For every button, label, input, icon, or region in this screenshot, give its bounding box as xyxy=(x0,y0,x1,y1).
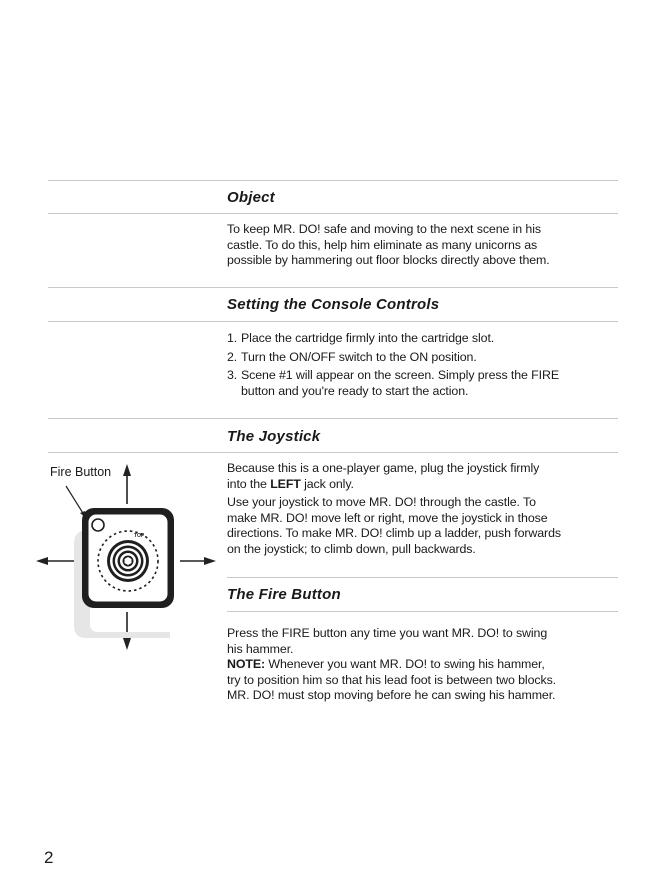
text-run: jack only. xyxy=(300,476,354,491)
list-item xyxy=(227,368,622,399)
divider-rule xyxy=(48,418,618,419)
text-line: castle. To do this, help him eliminate as many unicorns as xyxy=(227,237,538,252)
note-label: NOTE: xyxy=(227,657,266,671)
step-text xyxy=(241,350,477,366)
text-line xyxy=(227,657,622,673)
step-number: 1. xyxy=(227,331,238,345)
text-line: Scene #1 will appear on the screen. Simply press the FIRE xyxy=(241,368,559,382)
section-heading-object: Object xyxy=(227,189,275,206)
list-item xyxy=(227,331,622,347)
divider-rule xyxy=(48,452,618,453)
text-line: Place the cartridge firmly into the cartridge slot. xyxy=(241,331,495,345)
step-number: 2. xyxy=(227,349,238,364)
text-line: try to position him so that his lead foot is between two blocks. xyxy=(227,672,557,687)
fire-button-label: Fire Button xyxy=(50,465,112,479)
left-jack-emphasis: LEFT xyxy=(270,476,301,491)
console-steps-list xyxy=(227,331,622,402)
divider-rule xyxy=(48,287,618,288)
text-line: possible by hammering out floor blocks directly above them. xyxy=(227,253,550,267)
right-arrowhead xyxy=(204,557,216,565)
left-arrowhead xyxy=(36,557,48,565)
text-line: Press the FIRE button any time you want MR. DO! to swing xyxy=(227,626,548,640)
fire-button-paragraph xyxy=(227,626,622,704)
text-line: To keep MR. DO! safe and moving to the next scene in his xyxy=(227,222,541,236)
up-arrowhead xyxy=(123,464,131,476)
step-text xyxy=(241,331,494,347)
text-line: Turn the ON/OFF switch to the ON position. xyxy=(241,349,477,364)
object-paragraph xyxy=(227,222,622,269)
text-line: directions. To make MR. DO! climb up a ladder, push forwards xyxy=(227,526,561,540)
text-line: button and you're ready to start the action. xyxy=(241,383,469,398)
text-line: make MR. DO! move left or right, move the joystick in those xyxy=(227,510,548,525)
text-line: MR. DO! must stop moving before he can swing his hammer. xyxy=(227,688,556,702)
text-line: on the joystick; to climb down, pull backwards. xyxy=(227,541,476,556)
fire-button-icon xyxy=(92,519,104,531)
divider-rule xyxy=(227,577,618,578)
section-heading-joystick: The Joystick xyxy=(227,428,321,445)
down-arrowhead xyxy=(123,638,131,650)
joystick-paragraph xyxy=(227,461,622,557)
joystick-diagram xyxy=(30,458,220,658)
divider-rule xyxy=(227,611,618,612)
divider-rule xyxy=(48,321,618,322)
text-line xyxy=(227,477,622,493)
top-label: TOP xyxy=(134,533,145,539)
section-heading-console: Setting the Console Controls xyxy=(227,296,440,313)
text-run: into the xyxy=(227,476,271,491)
section-heading-fire-button: The Fire Button xyxy=(227,586,341,603)
page-number: 2 xyxy=(44,848,54,867)
step-number: 3. xyxy=(227,368,238,382)
text-line: Because this is a one-player game, plug the joystick firmly xyxy=(227,461,540,475)
text-line: his hammer. xyxy=(227,641,294,656)
list-item xyxy=(227,350,622,366)
text-line: Use your joystick to move MR. DO! through the castle. To xyxy=(227,495,536,509)
divider-rule xyxy=(48,180,618,181)
text-run: Whenever you want MR. DO! to swing his hammer, xyxy=(265,657,545,671)
step-text xyxy=(241,368,559,399)
divider-rule xyxy=(48,213,618,214)
